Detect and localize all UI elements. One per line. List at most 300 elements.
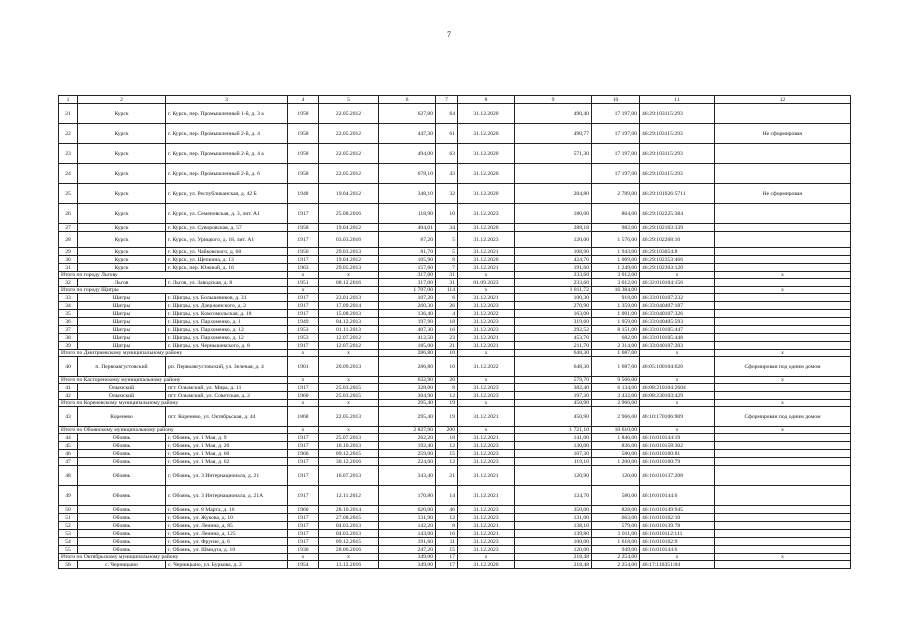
table-cell bbox=[715, 538, 851, 546]
table-cell: Обоянь bbox=[78, 466, 166, 486]
table-cell: 34 bbox=[436, 224, 458, 232]
table-cell: 46:16:010112:111 bbox=[640, 530, 715, 538]
table-cell: 185,00 bbox=[379, 342, 436, 350]
subtotal-cell: 648,30 bbox=[515, 350, 592, 357]
subtotal-cell: x bbox=[319, 350, 379, 357]
table-cell: 17.09.2014 bbox=[319, 302, 379, 310]
table-cell: 136,40 bbox=[379, 310, 436, 318]
table-cell: 1 359,00 bbox=[592, 302, 640, 310]
column-number: 10 bbox=[592, 96, 640, 104]
subtotal-cell: x bbox=[640, 427, 715, 434]
table-cell: 31.12.2021 bbox=[458, 434, 515, 442]
subtotal-cell: x bbox=[288, 377, 319, 384]
table-cell: 51 bbox=[59, 514, 78, 522]
table-cell: 1953 bbox=[288, 326, 319, 334]
table-row bbox=[59, 466, 851, 486]
table-cell: Обоянь bbox=[78, 538, 166, 546]
table-cell: рп. Первоавгустовский, ул. Зеленая, д. 4 bbox=[166, 357, 288, 377]
table-row bbox=[59, 124, 851, 144]
table-cell: Щигры bbox=[78, 318, 166, 326]
table-cell: г. Обоянь, ул. Шмидта, д. 10 bbox=[166, 546, 288, 554]
table-cell: 14 bbox=[436, 486, 458, 506]
table-cell: г. Обоянь, ул. 3 Интернационала, д. 21А bbox=[166, 486, 288, 506]
table-cell: 8 bbox=[436, 384, 458, 392]
table-cell: 1958 bbox=[288, 104, 319, 124]
table-cell: 20.09.2013 bbox=[319, 357, 379, 377]
table-cell: 10 bbox=[436, 357, 458, 377]
table-cell: 46:29:103115:293 bbox=[640, 144, 715, 164]
table-cell: 28.10.2014 bbox=[319, 506, 379, 514]
table-cell bbox=[715, 434, 851, 442]
table-cell: Обоянь bbox=[78, 442, 166, 450]
table-cell: 412,50 bbox=[379, 334, 436, 342]
table-cell: 1956 bbox=[288, 248, 319, 256]
column-number: 7 bbox=[436, 96, 458, 104]
table-cell: 09.12.2015 bbox=[319, 538, 379, 546]
table-cell: 130,00 bbox=[515, 442, 592, 450]
table-row bbox=[59, 104, 851, 124]
table-cell: 1917 bbox=[288, 256, 319, 264]
table-cell: 46:16:010137:208 bbox=[640, 466, 715, 486]
table-cell: 46:29:102103:339 bbox=[640, 224, 715, 232]
table-cell: Щигры bbox=[78, 334, 166, 342]
table-cell bbox=[715, 384, 851, 392]
table-cell: 46:10:170106:909 bbox=[640, 407, 715, 427]
table-cell: 46:05:100104:620 bbox=[640, 357, 715, 377]
table-cell: 138,10 bbox=[515, 522, 592, 530]
table-cell: 142,20 bbox=[379, 522, 436, 530]
table-cell: 197,90 bbox=[379, 318, 436, 326]
table-cell bbox=[515, 164, 592, 184]
table-cell: 407,30 bbox=[379, 326, 436, 334]
table-cell: Не сформирован bbox=[715, 124, 851, 144]
table-cell: г. Щигры, ул. Дзержинского, д. 2 bbox=[166, 302, 288, 310]
subtotal-label: Итого по Касторенскому муниципальному району bbox=[59, 377, 288, 384]
table-cell bbox=[715, 256, 851, 264]
table-cell: 22.05.2012 bbox=[319, 164, 379, 184]
table-cell: 1917 bbox=[288, 232, 319, 248]
table-cell: 46:08:230103:429 bbox=[640, 392, 715, 400]
table-cell: Щигры bbox=[78, 294, 166, 302]
table-row bbox=[59, 326, 851, 334]
table-cell: г. Курск, пер. Промышленный 2-й, д. 4 а bbox=[166, 144, 288, 164]
table-cell: Курск bbox=[78, 104, 166, 124]
table-cell: 100,30 bbox=[515, 294, 592, 302]
subtotal-cell: x bbox=[319, 272, 379, 279]
table-cell: 22.05.2012 bbox=[319, 124, 379, 144]
table-cell: 288,18 bbox=[515, 224, 592, 232]
table-cell: 04.03.2013 bbox=[319, 530, 379, 538]
table-cell: 22.05.2013 bbox=[319, 407, 379, 427]
table-cell: Обоянь bbox=[78, 522, 166, 530]
table-cell: 12 bbox=[436, 458, 458, 466]
table-cell: 28.06.2016 bbox=[319, 546, 379, 554]
table-cell: 2 789,00 bbox=[592, 184, 640, 204]
table-cell: 319,60 bbox=[515, 318, 592, 326]
table-cell: Обоянь bbox=[78, 546, 166, 554]
table-cell: 157,60 bbox=[379, 264, 436, 272]
table-cell: 107,20 bbox=[379, 294, 436, 302]
table-cell: Курск bbox=[78, 224, 166, 232]
table-cell: 81,70 bbox=[379, 248, 436, 256]
table-cell: 2 314,00 bbox=[592, 342, 640, 350]
subtotal-cell: x bbox=[715, 272, 851, 279]
table-cell: Льгов bbox=[78, 279, 166, 287]
table-cell: 8 151,00 bbox=[592, 326, 640, 334]
table-row bbox=[59, 204, 851, 224]
table-cell: г. Обоянь, ул. 1 Мая, д. 60 bbox=[166, 450, 288, 458]
subtotal-cell: 1 811,72 bbox=[515, 287, 592, 294]
table-cell: 31.12.2021 bbox=[458, 294, 515, 302]
table-cell: 343,40 bbox=[379, 466, 436, 486]
table-cell: 260,30 bbox=[379, 302, 436, 310]
table-cell: 1917 bbox=[288, 530, 319, 538]
subtotal-cell: 295,40 bbox=[379, 400, 436, 407]
table-cell: г. Обоянь, ул. Жукова, д. 10 bbox=[166, 514, 288, 522]
table-cell: 22.05.2012 bbox=[319, 144, 379, 164]
table-cell: 100,00 bbox=[515, 538, 592, 546]
table-cell: 31.12.2021 bbox=[458, 407, 515, 427]
table-row bbox=[59, 384, 851, 392]
table-row bbox=[59, 442, 851, 450]
table-cell: 1 687,00 bbox=[592, 357, 640, 377]
table-row bbox=[59, 458, 851, 466]
table-cell: г. Курск, пер. Промышленный 2-й, д. 6 bbox=[166, 164, 288, 184]
table-cell: 43 bbox=[59, 407, 78, 427]
table-row bbox=[59, 264, 851, 272]
table-cell: 1917 bbox=[288, 458, 319, 466]
table-cell: 11 bbox=[436, 538, 458, 546]
table-cell: г. Обоянь, ул. Фрунзе, д. 6 bbox=[166, 538, 288, 546]
table-cell: 1958 bbox=[288, 144, 319, 164]
table-cell: 247,20 bbox=[379, 546, 436, 554]
subtotal-cell: 2 254,00 bbox=[592, 554, 640, 561]
subtotal-cell: x bbox=[458, 427, 515, 434]
table-cell: Обоянь bbox=[78, 486, 166, 506]
table-cell: 16.07.2013 bbox=[319, 466, 379, 486]
table-cell: 31.12.2021 bbox=[458, 264, 515, 272]
table-cell bbox=[715, 294, 851, 302]
table-cell bbox=[715, 334, 851, 342]
table-cell: 31.12.2023 bbox=[458, 326, 515, 334]
table-cell: 8 bbox=[436, 522, 458, 530]
table-cell: 31.12.2020 bbox=[458, 144, 515, 164]
table-row bbox=[59, 546, 851, 554]
table-cell: 46:33:040107:326 bbox=[640, 310, 715, 318]
column-number: 2 bbox=[78, 96, 166, 104]
subtotal-cell: x bbox=[458, 350, 515, 357]
table-cell: г. Щигры, ул. Чернышевского, д. 8 bbox=[166, 342, 288, 350]
table-cell: 09.12.2015 bbox=[319, 450, 379, 458]
table-cell: 262,20 bbox=[379, 434, 436, 442]
table-cell: 31.12.2023 bbox=[458, 442, 515, 450]
subtotal-cell: x bbox=[715, 400, 851, 407]
table-cell: 17 197,00 bbox=[592, 144, 640, 164]
table-cell: 490,77 bbox=[515, 124, 592, 144]
table-row bbox=[59, 538, 851, 546]
table-cell bbox=[715, 204, 851, 224]
table-cell: Курск bbox=[78, 248, 166, 256]
table-cell: г. Обоянь, ул. 1 Мая, д. 62 bbox=[166, 458, 288, 466]
table-cell: 12 bbox=[436, 442, 458, 450]
table-cell bbox=[715, 144, 851, 164]
subtotal-cell: x bbox=[458, 272, 515, 279]
table-cell: 31.12.2023 bbox=[458, 302, 515, 310]
table-cell: г. Щигры, ул. Пархоменко, д. 12 bbox=[166, 326, 288, 334]
table-cell: 141,00 bbox=[515, 434, 592, 442]
table-cell: 17 197,00 bbox=[592, 124, 640, 144]
table-cell: 120,00 bbox=[592, 466, 640, 486]
table-cell: 490,40 bbox=[515, 104, 592, 124]
table-cell: 682,00 bbox=[592, 334, 640, 342]
table-row bbox=[59, 310, 851, 318]
table-cell: 36 bbox=[59, 318, 78, 326]
table-cell: 31.12.2021 bbox=[458, 530, 515, 538]
table-cell: 46:16:010144:6 bbox=[640, 546, 715, 554]
table-cell: 31.12.2023 bbox=[458, 204, 515, 224]
table-row bbox=[59, 302, 851, 310]
table-cell: 1901 bbox=[288, 357, 319, 377]
table-cell: 295,40 bbox=[379, 407, 436, 427]
table-cell: 191,60 bbox=[379, 538, 436, 546]
table-cell: 864,00 bbox=[592, 204, 640, 224]
table-cell: 40 bbox=[59, 357, 78, 377]
subtotal-cell: x bbox=[288, 400, 319, 407]
table-cell: 01.11.2013 bbox=[319, 326, 379, 334]
table-cell bbox=[715, 450, 851, 458]
table-cell: 197,30 bbox=[515, 392, 592, 400]
subtotal-cell: x bbox=[640, 272, 715, 279]
table-cell: 1917 bbox=[288, 310, 319, 318]
table-cell: 2 966,00 bbox=[592, 407, 640, 427]
table-cell: 1917 bbox=[288, 294, 319, 302]
table-cell: 23 bbox=[436, 334, 458, 342]
table-cell: 25.08.2016 bbox=[319, 204, 379, 224]
column-number: 4 bbox=[288, 96, 319, 104]
table-cell: 15 bbox=[436, 450, 458, 458]
table-cell: 348,10 bbox=[379, 184, 436, 204]
table-cell: 31.12.2023 bbox=[458, 232, 515, 248]
table-cell: 03.03.2016 bbox=[319, 232, 379, 248]
table-cell: 16 bbox=[436, 326, 458, 334]
table-cell: 259,00 bbox=[379, 450, 436, 458]
table-cell: 31.12.2023 bbox=[458, 384, 515, 392]
table-cell: 12.07.2012 bbox=[319, 342, 379, 350]
table-cell: 2 254,00 bbox=[592, 561, 640, 569]
table-cell: 1954 bbox=[288, 561, 319, 569]
table-cell: 16 bbox=[436, 530, 458, 538]
table-row bbox=[59, 318, 851, 326]
table-cell: 3 012,00 bbox=[592, 279, 640, 287]
table-cell: 46:16:010158:302 bbox=[640, 442, 715, 450]
table-cell: 46:16:010144:6 bbox=[640, 486, 715, 506]
table-cell: 31.12.2020 bbox=[458, 561, 515, 569]
table-cell: 33 bbox=[59, 294, 78, 302]
table-cell: 21 bbox=[436, 466, 458, 486]
table-cell: 1917 bbox=[288, 204, 319, 224]
subtotal-cell: 9 566,00 bbox=[592, 377, 640, 384]
table-cell: 1960 bbox=[288, 506, 319, 514]
subtotal-cell: 10 610,00 bbox=[592, 427, 640, 434]
table-cell: 26 bbox=[436, 302, 458, 310]
table-cell: пгт. Олымский, ул. Советская, д. 2 bbox=[166, 392, 288, 400]
column-number: 3 bbox=[166, 96, 288, 104]
subtotal-label: Итого по городу Льгову bbox=[59, 272, 288, 279]
table-cell: г. Щигры, ул. Пархоменко, д. 12 bbox=[166, 334, 288, 342]
table-cell: 46:29:102268:10 bbox=[640, 232, 715, 248]
table-cell: 31.12.2023 bbox=[458, 538, 515, 546]
table-cell: 46:33:040407:187 bbox=[640, 302, 715, 310]
table-cell: 46:32:010104:156 bbox=[640, 279, 715, 287]
table-cell: г. Щигры, ул. Пархоменко, д. 1 bbox=[166, 318, 288, 326]
table-cell: 18 bbox=[436, 318, 458, 326]
table-cell: 8 bbox=[436, 256, 458, 264]
table-cell bbox=[715, 302, 851, 310]
table-cell: 31.12.2023 bbox=[458, 450, 515, 458]
table-cell: 27 bbox=[59, 224, 78, 232]
table-cell: 6 134,00 bbox=[592, 384, 640, 392]
table-cell: г. Курск, пер. Южный, д. 16 bbox=[166, 264, 288, 272]
table-cell: Олымский bbox=[78, 384, 166, 392]
table-cell bbox=[715, 442, 851, 450]
table-cell: 107,30 bbox=[515, 450, 592, 458]
table-cell: 46:16:010162:9 bbox=[640, 538, 715, 546]
table-cell: 01.09.2023 bbox=[458, 279, 515, 287]
table-cell: г. Льгов, ул. Заводская, д. 8 bbox=[166, 279, 288, 287]
subtotal-cell: x bbox=[458, 400, 515, 407]
table-cell bbox=[715, 104, 851, 124]
table-cell: 29.03.2013 bbox=[319, 248, 379, 256]
table-cell: 1917 bbox=[288, 538, 319, 546]
table-cell: 46:16:010160:79 bbox=[640, 458, 715, 466]
table-cell: 29 bbox=[59, 248, 78, 256]
column-number: 6 bbox=[379, 96, 436, 104]
table-cell: 31.12.2020 bbox=[458, 256, 515, 264]
table-cell: 32 bbox=[436, 184, 458, 204]
table-cell: 31.12.2020 bbox=[458, 184, 515, 204]
subtotal-cell: x bbox=[715, 350, 851, 357]
table-cell: Курск bbox=[78, 264, 166, 272]
table-cell: 31.12.2021 bbox=[458, 486, 515, 506]
table-cell: 25.07.2013 bbox=[319, 434, 379, 442]
table-cell: пгт. Олымский, ул. Мира, д. 11 bbox=[166, 384, 288, 392]
table-cell bbox=[715, 164, 851, 184]
table-cell bbox=[715, 224, 851, 232]
table-row bbox=[59, 561, 851, 569]
table-cell: 31.12.2022 bbox=[458, 357, 515, 377]
subtotal-label: Итого по Октябрьскому муниципальному району bbox=[59, 554, 288, 561]
table-row bbox=[59, 164, 851, 184]
table-cell: 46 bbox=[436, 506, 458, 514]
table-cell: 21 bbox=[436, 342, 458, 350]
subtotal-cell: x bbox=[640, 350, 715, 357]
table-cell: 5 bbox=[436, 232, 458, 248]
table-cell: 15.08.2013 bbox=[319, 310, 379, 318]
subtotal-cell: x bbox=[288, 554, 319, 561]
table-cell: 131,00 bbox=[515, 514, 592, 522]
table-cell: 32 bbox=[59, 279, 78, 287]
table-cell: 191,60 bbox=[515, 264, 592, 272]
table-cell: 1917 bbox=[288, 384, 319, 392]
table-cell: 04.12.2013 bbox=[319, 318, 379, 326]
table-cell: г. Курск, ул. Урицкого, д. 18, лит. А1 bbox=[166, 232, 288, 248]
subtotal-cell: x bbox=[715, 427, 851, 434]
table-cell: Курск bbox=[78, 124, 166, 144]
subtotal-row bbox=[59, 350, 851, 357]
table-cell: Курск bbox=[78, 184, 166, 204]
table-cell: 31.12.2023 bbox=[458, 514, 515, 522]
subtotal-cell: 1 707,00 bbox=[379, 287, 436, 294]
table-cell: 31.12.2023 bbox=[458, 546, 515, 554]
table-cell: 1917 bbox=[288, 342, 319, 350]
table-cell bbox=[715, 392, 851, 400]
table-cell: 46:29:103115:293 bbox=[640, 124, 715, 144]
table-cell: 45 bbox=[59, 442, 78, 450]
table-row bbox=[59, 506, 851, 514]
table-cell bbox=[715, 506, 851, 514]
subtotal-cell: 2 827,90 bbox=[379, 427, 436, 434]
table-cell: 453,70 bbox=[515, 334, 592, 342]
table-cell: 350,00 bbox=[515, 506, 592, 514]
table-cell: 23 bbox=[59, 144, 78, 164]
subtotal-cell: 233,60 bbox=[515, 272, 592, 279]
table-cell: 982,00 bbox=[592, 224, 640, 232]
table-cell: 17 bbox=[436, 561, 458, 569]
subtotal-cell: x bbox=[288, 427, 319, 434]
table-cell: 620,00 bbox=[379, 506, 436, 514]
table-cell: 31.12.2023 bbox=[458, 458, 515, 466]
table-cell: 31.12.2023 bbox=[458, 392, 515, 400]
subtotal-cell: 317,00 bbox=[379, 272, 436, 279]
table-cell: 47 bbox=[59, 458, 78, 466]
table-cell: г. Курск, ул. Щепкина, д. 13 bbox=[166, 256, 288, 264]
table-row bbox=[59, 530, 851, 538]
table-cell: 26 bbox=[59, 204, 78, 224]
table-cell: с. Черницыно, ул. Буркова, д. 2 bbox=[166, 561, 288, 569]
table-cell: 317,00 bbox=[379, 279, 436, 287]
table-cell: 286,80 bbox=[379, 357, 436, 377]
table-cell: Щигры bbox=[78, 310, 166, 318]
subtotal-cell: x bbox=[640, 400, 715, 407]
table-cell: 143,00 bbox=[379, 530, 436, 538]
table-cell: 19.04.2012 bbox=[319, 224, 379, 232]
table-cell: 1 200,00 bbox=[592, 458, 640, 466]
table-cell: 424,70 bbox=[515, 256, 592, 264]
table-cell: 10 bbox=[436, 204, 458, 224]
table-cell: 17 197,00 bbox=[592, 164, 640, 184]
table-cell: 4 bbox=[436, 310, 458, 318]
table-cell: 46:16:010139:78 bbox=[640, 522, 715, 530]
table-cell bbox=[715, 264, 851, 272]
table-cell: 105,90 bbox=[379, 256, 436, 264]
table-cell bbox=[715, 318, 851, 326]
table-cell: 28 bbox=[59, 232, 78, 248]
subtotal-cell: 1 687,00 bbox=[592, 350, 640, 357]
table-cell: 218,48 bbox=[515, 561, 592, 569]
table-cell: Обоянь bbox=[78, 514, 166, 522]
table-cell: 46:29:101026:5711 bbox=[640, 184, 715, 204]
table-cell: 46:08:210104:2604 bbox=[640, 384, 715, 392]
table-cell: 56 bbox=[59, 561, 78, 569]
table-cell: г. Курск, ул. Чайковского, д. 68 bbox=[166, 248, 288, 256]
table-cell: 1868 bbox=[288, 407, 319, 427]
table-cell: 494,00 bbox=[379, 144, 436, 164]
subtotal-cell: x bbox=[715, 287, 851, 294]
subtotal-cell: x bbox=[640, 377, 715, 384]
table-cell: 1958 bbox=[288, 224, 319, 232]
table-cell: 12.07.2012 bbox=[319, 334, 379, 342]
table-cell: 63 bbox=[436, 144, 458, 164]
